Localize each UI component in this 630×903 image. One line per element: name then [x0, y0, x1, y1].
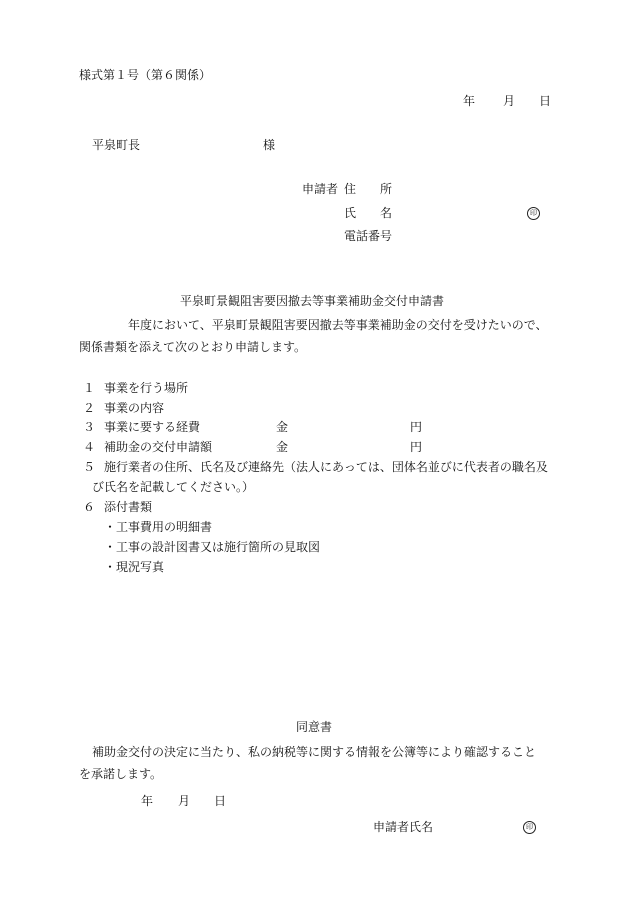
- item-1-text: 事業を行う場所: [104, 381, 189, 395]
- item-5-continuation: び氏名を記載してください。）: [92, 480, 255, 494]
- consent-date-day: 日: [214, 794, 227, 808]
- consent-signer-label: 申請者氏名: [373, 820, 434, 834]
- addressee-name: 平泉町長: [92, 138, 141, 152]
- consent-seal: 印: [523, 821, 536, 834]
- consent-line-1: 補助金交付の決定に当たり、私の納税等に関する情報を公簿等により確認すること: [92, 745, 537, 759]
- intro-line-2: 関係書類を添えて次のとおり申請します。: [79, 340, 307, 354]
- item-2-number: ２: [83, 401, 96, 415]
- item-3-kin: 金: [276, 420, 289, 434]
- applicant-label: 申請者: [302, 182, 339, 196]
- item-1-number: １: [83, 381, 96, 395]
- date-top-year: 年: [463, 94, 476, 108]
- consent-date-month: 月: [178, 794, 191, 808]
- applicant-phone-label: 電話番号: [344, 229, 393, 243]
- item-4-text: 補助金の交付申請額: [104, 440, 213, 454]
- attachment-3: ・現況写真: [104, 560, 165, 574]
- attachment-2: ・工事の設計図書又は施行箇所の見取図: [104, 540, 321, 554]
- item-3-yen: 円: [410, 420, 423, 434]
- intro-line-1: 年度において、平泉町景観阻害要因撤去等事業補助金の交付を受けたいので、: [128, 318, 548, 332]
- consent-date-year: 年: [141, 794, 154, 808]
- date-top-day: 日: [539, 94, 552, 108]
- applicant-seal: 印: [527, 207, 540, 220]
- consent-line-2: を承諾します。: [79, 767, 163, 781]
- item-5-number: ５: [83, 460, 96, 474]
- item-6-text: 添付書類: [104, 500, 153, 514]
- date-top-month: 月: [503, 94, 516, 108]
- item-2-text: 事業の内容: [104, 401, 165, 415]
- item-5-text: 施行業者の住所、氏名及び連絡先（法人にあっては、団体名並びに代表者の職名及: [104, 460, 548, 474]
- document-title: 平泉町景観阻害要因撤去等事業補助金交付申請書: [180, 294, 445, 308]
- addressee-honorific: 様: [263, 138, 276, 152]
- item-4-number: ４: [83, 440, 96, 454]
- item-6-number: ６: [83, 500, 96, 514]
- applicant-address-label: 住 所: [344, 182, 393, 196]
- consent-title: 同意書: [296, 720, 333, 734]
- item-3-number: ３: [83, 420, 96, 434]
- item-3-text: 事業に要する経費: [104, 420, 201, 434]
- item-4-kin: 金: [276, 440, 289, 454]
- item-4-yen: 円: [410, 440, 423, 454]
- attachment-1: ・工事費用の明細書: [104, 520, 213, 534]
- applicant-name-label: 氏 名: [344, 206, 393, 220]
- form-number: 様式第１号（第６関係）: [79, 68, 212, 82]
